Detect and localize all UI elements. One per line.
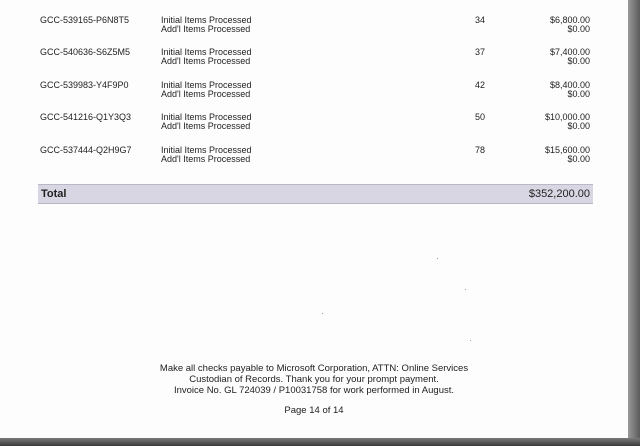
description-initial: Initial Items Processed [161, 145, 252, 155]
quantity: 78 [474, 145, 485, 155]
description-initial: Initial Items Processed [161, 80, 252, 90]
amount-additional: $0.00 [567, 56, 590, 66]
viewer-edge-right [628, 0, 640, 446]
description-additional: Add'l Items Processed [161, 121, 251, 131]
scan-speck [437, 258, 438, 259]
payment-instructions [0, 363, 628, 396]
amount-additional: $0.00 [567, 154, 590, 164]
description-additional: Add'l Items Processed [161, 89, 251, 99]
amount-additional: $0.00 [567, 121, 590, 131]
order-id: GCC-537444-Q2H9G7 [40, 145, 132, 155]
scan-speck [322, 313, 323, 314]
amount-initial: $8,400.00 [549, 80, 590, 90]
viewer-edge-bottom [0, 438, 640, 446]
description-additional: Add'l Items Processed [161, 154, 251, 164]
order-id: GCC-539165-P6N8T5 [40, 15, 130, 25]
quantity: 42 [474, 80, 485, 90]
amount-additional: $0.00 [567, 89, 590, 99]
amount-initial: $7,400.00 [549, 47, 590, 57]
order-id: GCC-540636-S6Z5M5 [40, 47, 131, 57]
page-number: Page 14 of 14 [284, 405, 344, 416]
amount-additional: $0.00 [567, 24, 590, 34]
description-initial: Initial Items Processed [161, 112, 252, 122]
footer-line: Invoice No. GL 724039 / P10031758 for work performed in August. [173, 385, 455, 396]
order-id: GCC-541216-Q1Y3Q3 [40, 112, 132, 122]
quantity: 34 [474, 15, 485, 25]
total-label: Total [41, 188, 67, 200]
description-initial: Initial Items Processed [161, 15, 252, 25]
order-id: GCC-539983-Y4F9P0 [40, 80, 129, 90]
total-amount: $352,200.00 [528, 188, 590, 200]
quantity: 37 [474, 47, 485, 57]
total-row [38, 184, 593, 204]
amount-initial: $10,000.00 [544, 112, 590, 122]
footer-line: Custodian of Records. Thank you for your prompt payment. [189, 374, 439, 385]
footer-line: Make all checks payable to Microsoft Corporation, ATTN: Online Services [159, 363, 469, 374]
scan-speck [465, 289, 466, 290]
amount-initial: $15,600.00 [544, 145, 590, 155]
scan-speck [470, 340, 471, 341]
description-additional: Add'l Items Processed [161, 24, 251, 34]
description-initial: Initial Items Processed [161, 47, 252, 57]
quantity: 50 [474, 112, 485, 122]
description-additional: Add'l Items Processed [161, 56, 251, 66]
amount-initial: $6,800.00 [549, 15, 590, 25]
